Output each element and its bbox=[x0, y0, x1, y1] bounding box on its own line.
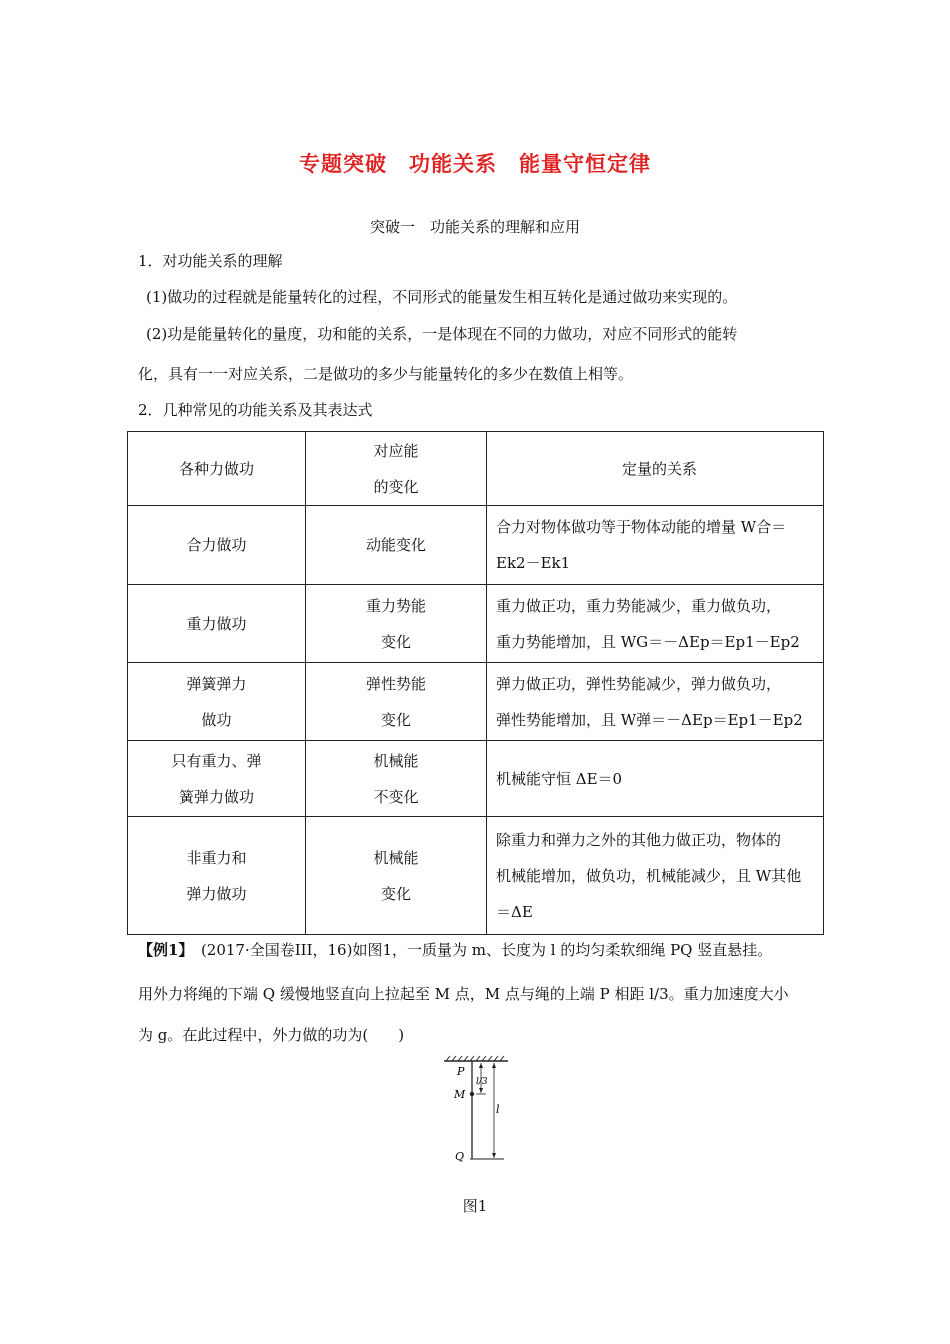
label-Q: Q bbox=[455, 1150, 465, 1163]
label-l: l bbox=[496, 1103, 500, 1116]
cell-relation: 除重力和弹力之外的其他力做正功，物体的 机械能增加，做负功，机械能减少，且 W其他 ＝ΔE bbox=[487, 817, 824, 935]
label-l3: l/3 bbox=[476, 1077, 488, 1087]
table-row bbox=[128, 585, 824, 663]
page-title: 专题突破 功能关系 能量守恒定律 bbox=[299, 152, 651, 176]
paragraph-2b: 化，具有一一对应关系，二是做功的多少与能量转化的多少在数值上相等。 bbox=[138, 365, 634, 383]
table-row bbox=[128, 817, 824, 935]
header-relation: 定量的关系 bbox=[487, 432, 824, 506]
cell-relation: 机械能守恒 ΔE＝0 bbox=[487, 741, 824, 817]
section-subtitle: 突破一 功能关系的理解和应用 bbox=[369, 218, 580, 236]
label-M: M bbox=[454, 1088, 466, 1101]
paragraph-1: (1)做功的过程就是能量转化的过程，不同形式的能量发生相互转化是通过做功来实现的。 bbox=[146, 288, 738, 306]
header-energy-change: 对应能 的变化 bbox=[306, 432, 487, 506]
table-row bbox=[128, 506, 824, 585]
example-line-1: 【例1】 (2017·全国卷III，16)如图1，一质量为 m、长度为 l 的均匀柔软细绳 PQ 竖直悬挂。 bbox=[138, 941, 773, 959]
work-energy-table bbox=[127, 431, 824, 935]
cell-relation: 合力对物体做功等于物体动能的增量 W合＝ Ek2－Ek1 bbox=[487, 506, 824, 585]
ceiling-hatch bbox=[444, 1056, 508, 1061]
header-force: 各种力做功 bbox=[128, 432, 306, 506]
cell-change: 机械能 变化 bbox=[306, 817, 487, 935]
rope-figure bbox=[440, 1055, 515, 1165]
cell-change: 动能变化 bbox=[306, 506, 487, 585]
paragraph-2a: (2)功是能量转化的量度，功和能的关系，一是体现在不同的力做功，对应不同形式的能转 bbox=[146, 325, 738, 343]
figure-caption: 图1 bbox=[462, 1197, 488, 1215]
table-header-row bbox=[128, 432, 824, 506]
cell-relation: 弹力做正功，弹性势能减少，弹力做负功， 弹性势能增加，且 W弹＝－ΔEp＝Ep1－Ep2 bbox=[487, 663, 824, 741]
point-M-dot bbox=[470, 1092, 474, 1096]
cell-force: 弹簧弹力 做功 bbox=[128, 663, 306, 741]
cell-force: 只有重力、弹 簧弹力做功 bbox=[128, 741, 306, 817]
example-label: 【例1】 bbox=[138, 941, 186, 959]
cell-change: 重力势能 变化 bbox=[306, 585, 487, 663]
cell-change: 机械能 不变化 bbox=[306, 741, 487, 817]
cell-change: 弹性势能 变化 bbox=[306, 663, 487, 741]
section-2-heading: 2．几种常见的功能关系及其表达式 bbox=[138, 401, 373, 419]
cell-force: 非重力和 弹力做功 bbox=[128, 817, 306, 935]
table-row bbox=[128, 741, 824, 817]
example-line-2: 用外力将绳的下端 Q 缓慢地竖直向上拉起至 M 点，M 点与绳的上端 P 相距 l/3。重力加速度大小 bbox=[138, 985, 789, 1003]
example-line-3: 为 g。在此过程中，外力做的功为( ) bbox=[138, 1026, 405, 1044]
cell-relation: 重力做正功，重力势能减少，重力做负功， 重力势能增加，且 WG＝－ΔEp＝Ep1－Ep2 bbox=[487, 585, 824, 663]
cell-force: 合力做功 bbox=[128, 506, 306, 585]
table-row bbox=[128, 663, 824, 741]
section-1-heading: 1．对功能关系的理解 bbox=[138, 252, 283, 270]
label-P: P bbox=[457, 1065, 465, 1078]
cell-force: 重力做功 bbox=[128, 585, 306, 663]
